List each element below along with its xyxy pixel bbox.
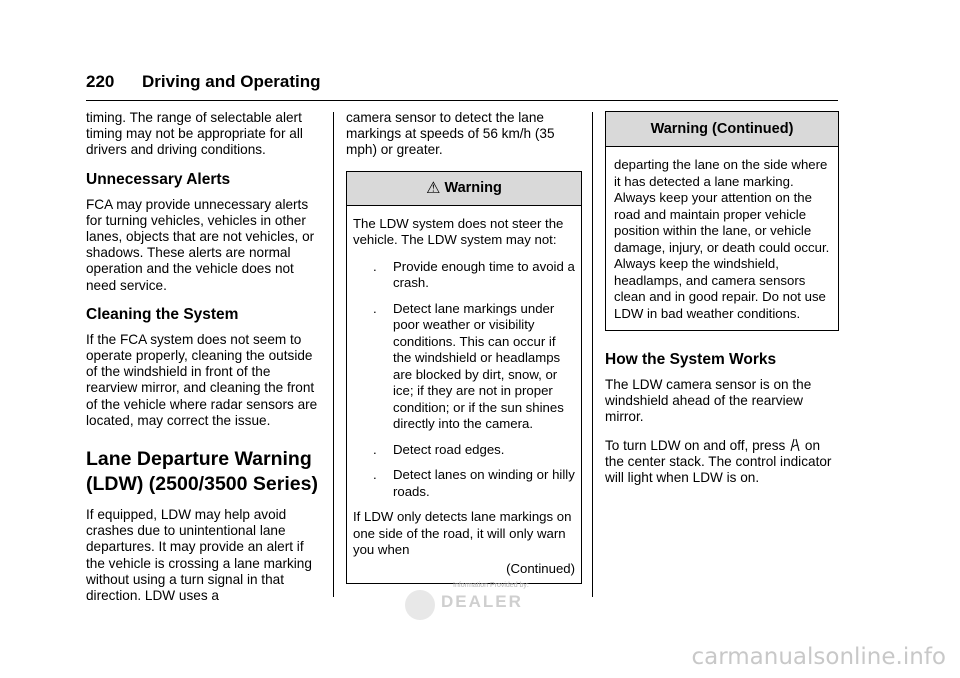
heading-ldw-line-2: (LDW) (2500/3500 Series) (86, 473, 318, 496)
heading-cleaning-system: Cleaning the System (86, 305, 239, 323)
warning-outro: If LDW only detects lane markings on one side of the road, it will only warn you when (353, 509, 572, 558)
list-item: . Provide enough time to avoid a crash. (373, 258, 575, 291)
warning-bullet-list (353, 259, 575, 501)
list-item: . Detect lanes on winding or hilly roads. (373, 467, 575, 499)
watermark-logo-icon (405, 590, 435, 620)
paragraph-camera-location: The LDW camera sensor is on the windshield ahead of the rearview mirror. (605, 377, 812, 425)
warning-header (347, 172, 581, 206)
page-header (86, 70, 838, 101)
watermark-logo-text: DEALER (441, 592, 523, 611)
paragraph-ldw-intro: If equipped, LDW may help avoid crashes due to unintentional lane departures. It may provide an alert if the vehicle is crossing a lane marking without using a turn signal in that direction. LDW uses a (86, 507, 312, 604)
warning-icon: ⚠ (426, 180, 441, 198)
column-1 (86, 110, 322, 604)
paragraph-turn-on-off: To turn LDW on and off, press on the center stack. The control indicator will light when LDW is on. (605, 437, 832, 486)
dealer-watermark (405, 582, 550, 622)
warning-continued-box (605, 111, 839, 331)
watermark-caption: Information Provided by: (453, 582, 529, 589)
column-2 (346, 110, 582, 584)
warning-continued-text: departing the lane on the side where it has detected a lane marking. Always keep your attention on the road and maintain proper vehicle position within the lane, or vehicle damage, injury, or death could occur. Always keep the windshield, headlamps, and camera sensors clean and in good repair. Do not use LDW in bad weather conditions. (614, 157, 830, 321)
footer-site-watermark: carmanualsonline.info (691, 644, 946, 670)
warning-box (346, 171, 582, 585)
paragraph-unnecessary-alerts: FCA may provide unnecessary alerts for turning vehicles, vehicles in other lanes, objects that are not vehicles, or shadows. These alerts are normal operation and the vehicle does not need service. (86, 196, 315, 293)
warning-body (347, 206, 581, 584)
paragraph-alert-timing: timing. The range of selectable alert timing may not be appropriate for all drivers and driving conditions. (86, 110, 303, 158)
lane-departure-icon (789, 438, 801, 452)
section-title: Driving and Operating (142, 72, 321, 91)
warning-intro: The LDW system does not steer the vehicle. The LDW system may not: (353, 215, 564, 248)
heading-how-system-works: How the System Works (605, 351, 777, 368)
column-divider-2 (592, 112, 593, 597)
list-item: . Detect road edges. (373, 441, 505, 457)
warning-title: Warning (444, 180, 502, 197)
heading-lane-departure-warning (86, 447, 322, 497)
column-divider-1 (333, 112, 334, 597)
paragraph-cleaning-system: If the FCA system does not seem to operate properly, cleaning the outside of the windshield in front of the rearview mirror, and cleaning the front of the vehicle where radar sensors are located, may correct the issue. (86, 331, 318, 428)
paragraph-camera-sensor: camera sensor to detect the lane markings at speeds of 56 km/h (35 mph) or greater. (346, 110, 555, 158)
page-number: 220 (86, 72, 115, 91)
continued-label: (Continued) (506, 560, 575, 576)
column-3 (605, 110, 839, 486)
warning-continued-body (606, 147, 838, 330)
heading-ldw-line-1: Lane Departure Warning (86, 448, 312, 471)
heading-unnecessary-alerts: Unnecessary Alerts (86, 170, 231, 188)
list-item: . Detect lane markings under poor weather or visibility conditions. This can occur if the windshield or headlamps are blocked by dirt, snow, or ice; if they are not in proper condition; or if the sun shines directly into the camera. (373, 300, 564, 432)
warning-continued-header: Warning (Continued) (606, 112, 838, 147)
